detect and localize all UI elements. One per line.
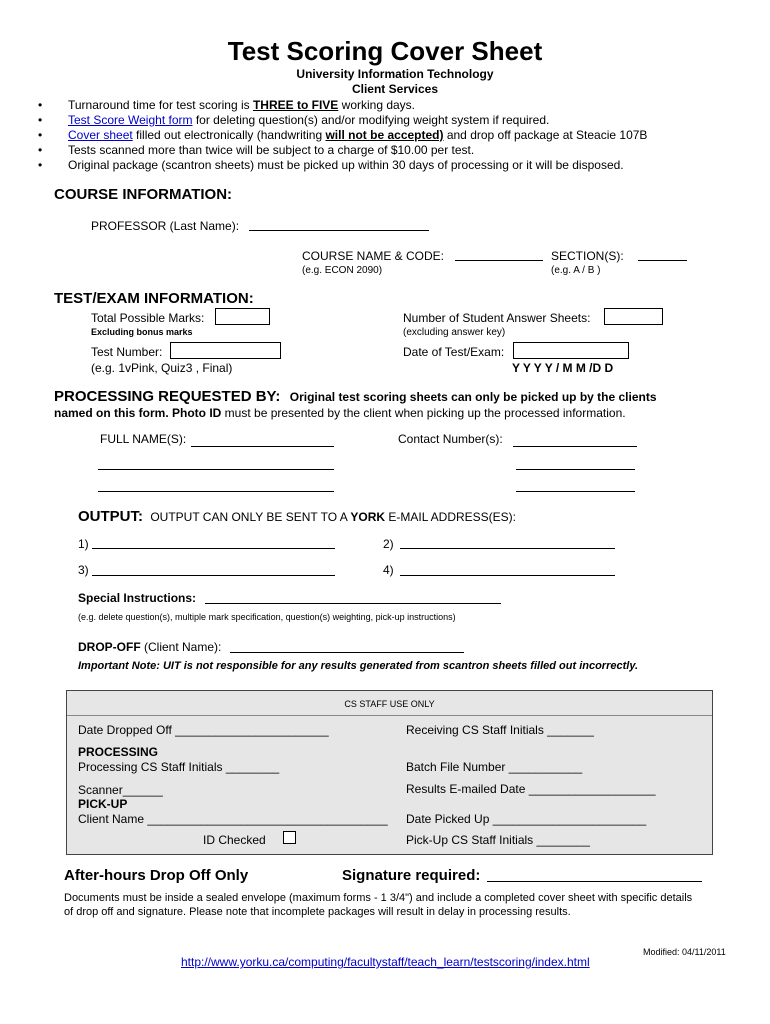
- signature-label: Signature required:: [342, 867, 481, 884]
- full-name-field-3[interactable]: [98, 491, 334, 492]
- section-field[interactable]: [638, 260, 687, 261]
- date-field[interactable]: [513, 342, 629, 359]
- batch-number: Batch File Number ___________: [406, 760, 583, 774]
- testscoring-url-link[interactable]: http://www.yorku.ca/computing/facultystaff/teach_learn/testscoring/index.html: [181, 955, 590, 969]
- bullet-turnaround: • Turnaround time for test scoring is THREE to FIVE working days.: [38, 98, 647, 113]
- email-field-1[interactable]: [92, 548, 335, 549]
- total-marks-label: Total Possible Marks:: [91, 311, 205, 325]
- processing-heading: PROCESSING REQUESTED BY:: [54, 388, 281, 405]
- output-block: OUTPUT: OUTPUT CAN ONLY BE SENT TO A YORK E-MAIL ADDRESS(ES):: [78, 508, 516, 525]
- full-name-field-2[interactable]: [98, 469, 334, 470]
- docs-note-1: Documents must be inside a sealed envelope (maximum forms - 1 3/4") and include a completed cover sheet with specific details: [64, 892, 693, 904]
- email-num-2: 2): [383, 537, 394, 551]
- turnaround-days: THREE to FIVE: [252, 98, 339, 112]
- special-eg: (e.g. delete question(s), multiple mark specification, question(s) weighting, pick-up instructions): [78, 612, 456, 622]
- processing-note: named on this form. Photo ID must be presented by the client when picking up the processed information.: [54, 406, 626, 420]
- bullet-pickup: • Original package (scantron sheets) must be picked up within 30 days of processing or it will be disposed.: [38, 158, 647, 173]
- course-name-field[interactable]: [455, 260, 543, 261]
- id-checked-checkbox[interactable]: [283, 831, 296, 844]
- date-label: Date of Test/Exam:: [403, 345, 505, 359]
- scanner: Scanner______: [78, 783, 163, 797]
- weight-form-link[interactable]: Test Score Weight form: [68, 113, 193, 127]
- full-name-field-1[interactable]: [191, 446, 334, 447]
- section-label: SECTION(S):: [551, 249, 624, 263]
- course-name-label: COURSE NAME & CODE:: [302, 249, 445, 263]
- processing-block: PROCESSING REQUESTED BY: Original test scoring sheets can only be picked up by the clients: [54, 388, 657, 405]
- email-num-1: 1): [78, 537, 89, 551]
- info-bullets: [38, 98, 647, 173]
- processing-label: PROCESSING: [78, 745, 159, 759]
- docs-note-2: of drop off and signature. Please note that incomplete packages will result in delay in processing results.: [64, 906, 571, 918]
- contact-label: Contact Number(s):: [398, 432, 503, 446]
- cover-sheet-link[interactable]: Cover sheet: [68, 128, 133, 142]
- num-sheets-label: Number of Student Answer Sheets:: [403, 311, 591, 325]
- processing-initials: Processing CS Staff Initials ________: [78, 760, 280, 774]
- date-picked-up: Date Picked Up _______________________: [406, 812, 647, 826]
- email-num-4: 4): [383, 563, 394, 577]
- total-marks-field[interactable]: [215, 308, 270, 325]
- id-checked-label: ID Checked: [203, 833, 266, 847]
- dept-name: Client Services: [351, 82, 439, 96]
- special-label: Special Instructions:: [78, 591, 197, 605]
- important-note: Important Note: UIT is not responsible for any results generated from scantron sheets filled out incorrectly.: [78, 660, 639, 672]
- results-emailed: Results E-mailed Date ___________________: [406, 782, 656, 796]
- email-num-3: 3): [78, 563, 89, 577]
- date-dropped: Date Dropped Off _______________________: [78, 723, 329, 737]
- page-title: Test Scoring Cover Sheet: [227, 36, 543, 66]
- contact-field-2[interactable]: [516, 469, 635, 470]
- email-field-4[interactable]: [400, 575, 615, 576]
- pickup-label: PICK-UP: [78, 797, 128, 811]
- staff-header: CS STAFF USE ONLY: [344, 699, 435, 709]
- special-field[interactable]: [205, 603, 501, 604]
- staff-use-box: [66, 690, 713, 855]
- bullet-cover-sheet: • Cover sheet filled out electronically (handwriting will not be accepted) and drop off package at Steacie 107B: [38, 128, 647, 143]
- staff-divider: [67, 715, 712, 716]
- full-names-label: FULL NAME(S):: [100, 432, 187, 446]
- org-name: University Information Technology: [296, 67, 494, 81]
- professor-label: PROFESSOR (Last Name):: [91, 219, 240, 233]
- course-heading: COURSE INFORMATION:: [54, 186, 233, 203]
- course-eg: (e.g. ECON 2090): [302, 265, 383, 276]
- email-field-2[interactable]: [400, 548, 615, 549]
- num-sheets-field[interactable]: [604, 308, 663, 325]
- test-number-label: Test Number:: [91, 345, 163, 359]
- email-field-3[interactable]: [92, 575, 335, 576]
- contact-field-1[interactable]: [513, 446, 637, 447]
- test-number-field[interactable]: [170, 342, 281, 359]
- pickup-initials: Pick-Up CS Staff Initials ________: [406, 833, 590, 847]
- receiving-initials: Receiving CS Staff Initials _______: [406, 723, 594, 737]
- dropoff-label: DROP-OFF (Client Name):: [78, 640, 222, 654]
- dropoff-field[interactable]: [230, 652, 464, 653]
- excl-key-note: (excluding answer key): [403, 327, 506, 338]
- client-name: Client Name ____________________________________: [78, 812, 388, 826]
- test-eg: (e.g. 1vPink, Quiz3 , Final): [91, 361, 233, 375]
- bullet-weight-form: • Test Score Weight form for deleting question(s) and/or modifying weight system if required.: [38, 113, 647, 128]
- modified-date: Modified: 04/11/2011: [643, 947, 726, 957]
- exam-heading: TEST/EXAM INFORMATION:: [54, 290, 254, 307]
- professor-field[interactable]: [249, 230, 429, 231]
- bullet-charge: • Tests scanned more than twice will be subject to a charge of $10.00 per test.: [38, 143, 647, 158]
- excl-bonus-note: Excluding bonus marks: [91, 327, 193, 337]
- contact-field-3[interactable]: [516, 491, 635, 492]
- after-hours-label: After-hours Drop Off Only: [64, 867, 249, 884]
- section-eg: (e.g. A / B ): [551, 265, 601, 276]
- date-format: Y Y Y Y / M M /D D: [512, 361, 614, 375]
- signature-field[interactable]: [487, 881, 702, 882]
- output-heading: OUTPUT:: [78, 508, 143, 525]
